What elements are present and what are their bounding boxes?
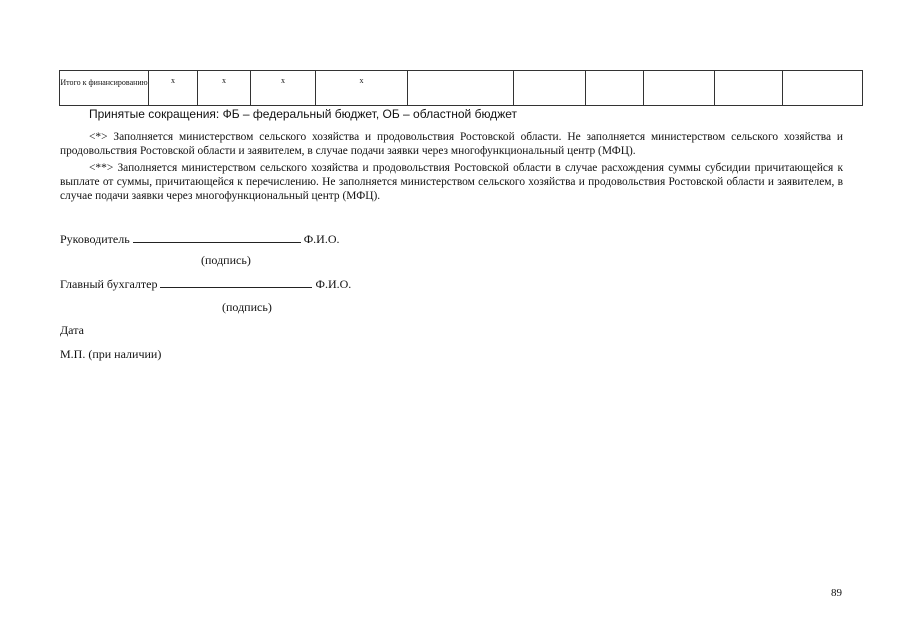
table-cell: х [316, 71, 408, 106]
table-cell [586, 71, 644, 106]
accountant-signature-caption: (подпись) [222, 300, 272, 314]
table-cell [514, 71, 586, 106]
head-signature-field[interactable] [133, 231, 301, 243]
table-cell: х [149, 71, 198, 106]
table-cell [783, 71, 863, 106]
stamp-label: М.П. (при наличии) [60, 347, 162, 361]
footnote-single-asterisk: <*> Заполняется министерством сельского хозяйства и продовольствия Ростовской области. Не заполняется министерством сельского хозяйства и продовольствия Ростовской области и заявителем, в случае подачи заявки через многофункциональный центр (МФЦ). [60, 131, 843, 157]
table-row-label: Итого к финансированию [60, 71, 149, 106]
date-label: Дата [60, 323, 84, 337]
page-number: 89 [831, 587, 842, 599]
accountant-name: Ф.И.О. [315, 277, 352, 291]
accountant-signature-field[interactable] [160, 276, 312, 288]
head-signature-line [60, 231, 340, 246]
table-cell [715, 71, 783, 106]
table-cell [644, 71, 715, 106]
abbreviations-note: Принятые сокращения: ФБ – федеральный бюджет, ОБ – областной бюджет [89, 107, 517, 121]
accountant-label: Главный бухгалтер [60, 277, 158, 291]
head-name: Ф.И.О. [303, 232, 340, 246]
head-label: Руководитель [60, 232, 130, 246]
footnote-double-asterisk: <**> Заполняется министерством сельского хозяйства и продовольствия Ростовской области в случае расхождения суммы субсидии причитающейся к выплате от суммы, причитающейся к перечислению. Не заполняется министерством сельского хозяйства и продовольствия Ростовской области и заявителем, в случае подачи заявки через многофункциональный центр (МФЦ). [60, 162, 843, 202]
table-cell [408, 71, 514, 106]
table-cell: х [198, 71, 251, 106]
head-signature-caption: (подпись) [201, 253, 251, 267]
table-cell: х [251, 71, 316, 106]
table-row [60, 71, 863, 106]
accountant-signature-line [60, 276, 351, 291]
financing-summary-table [59, 70, 863, 106]
